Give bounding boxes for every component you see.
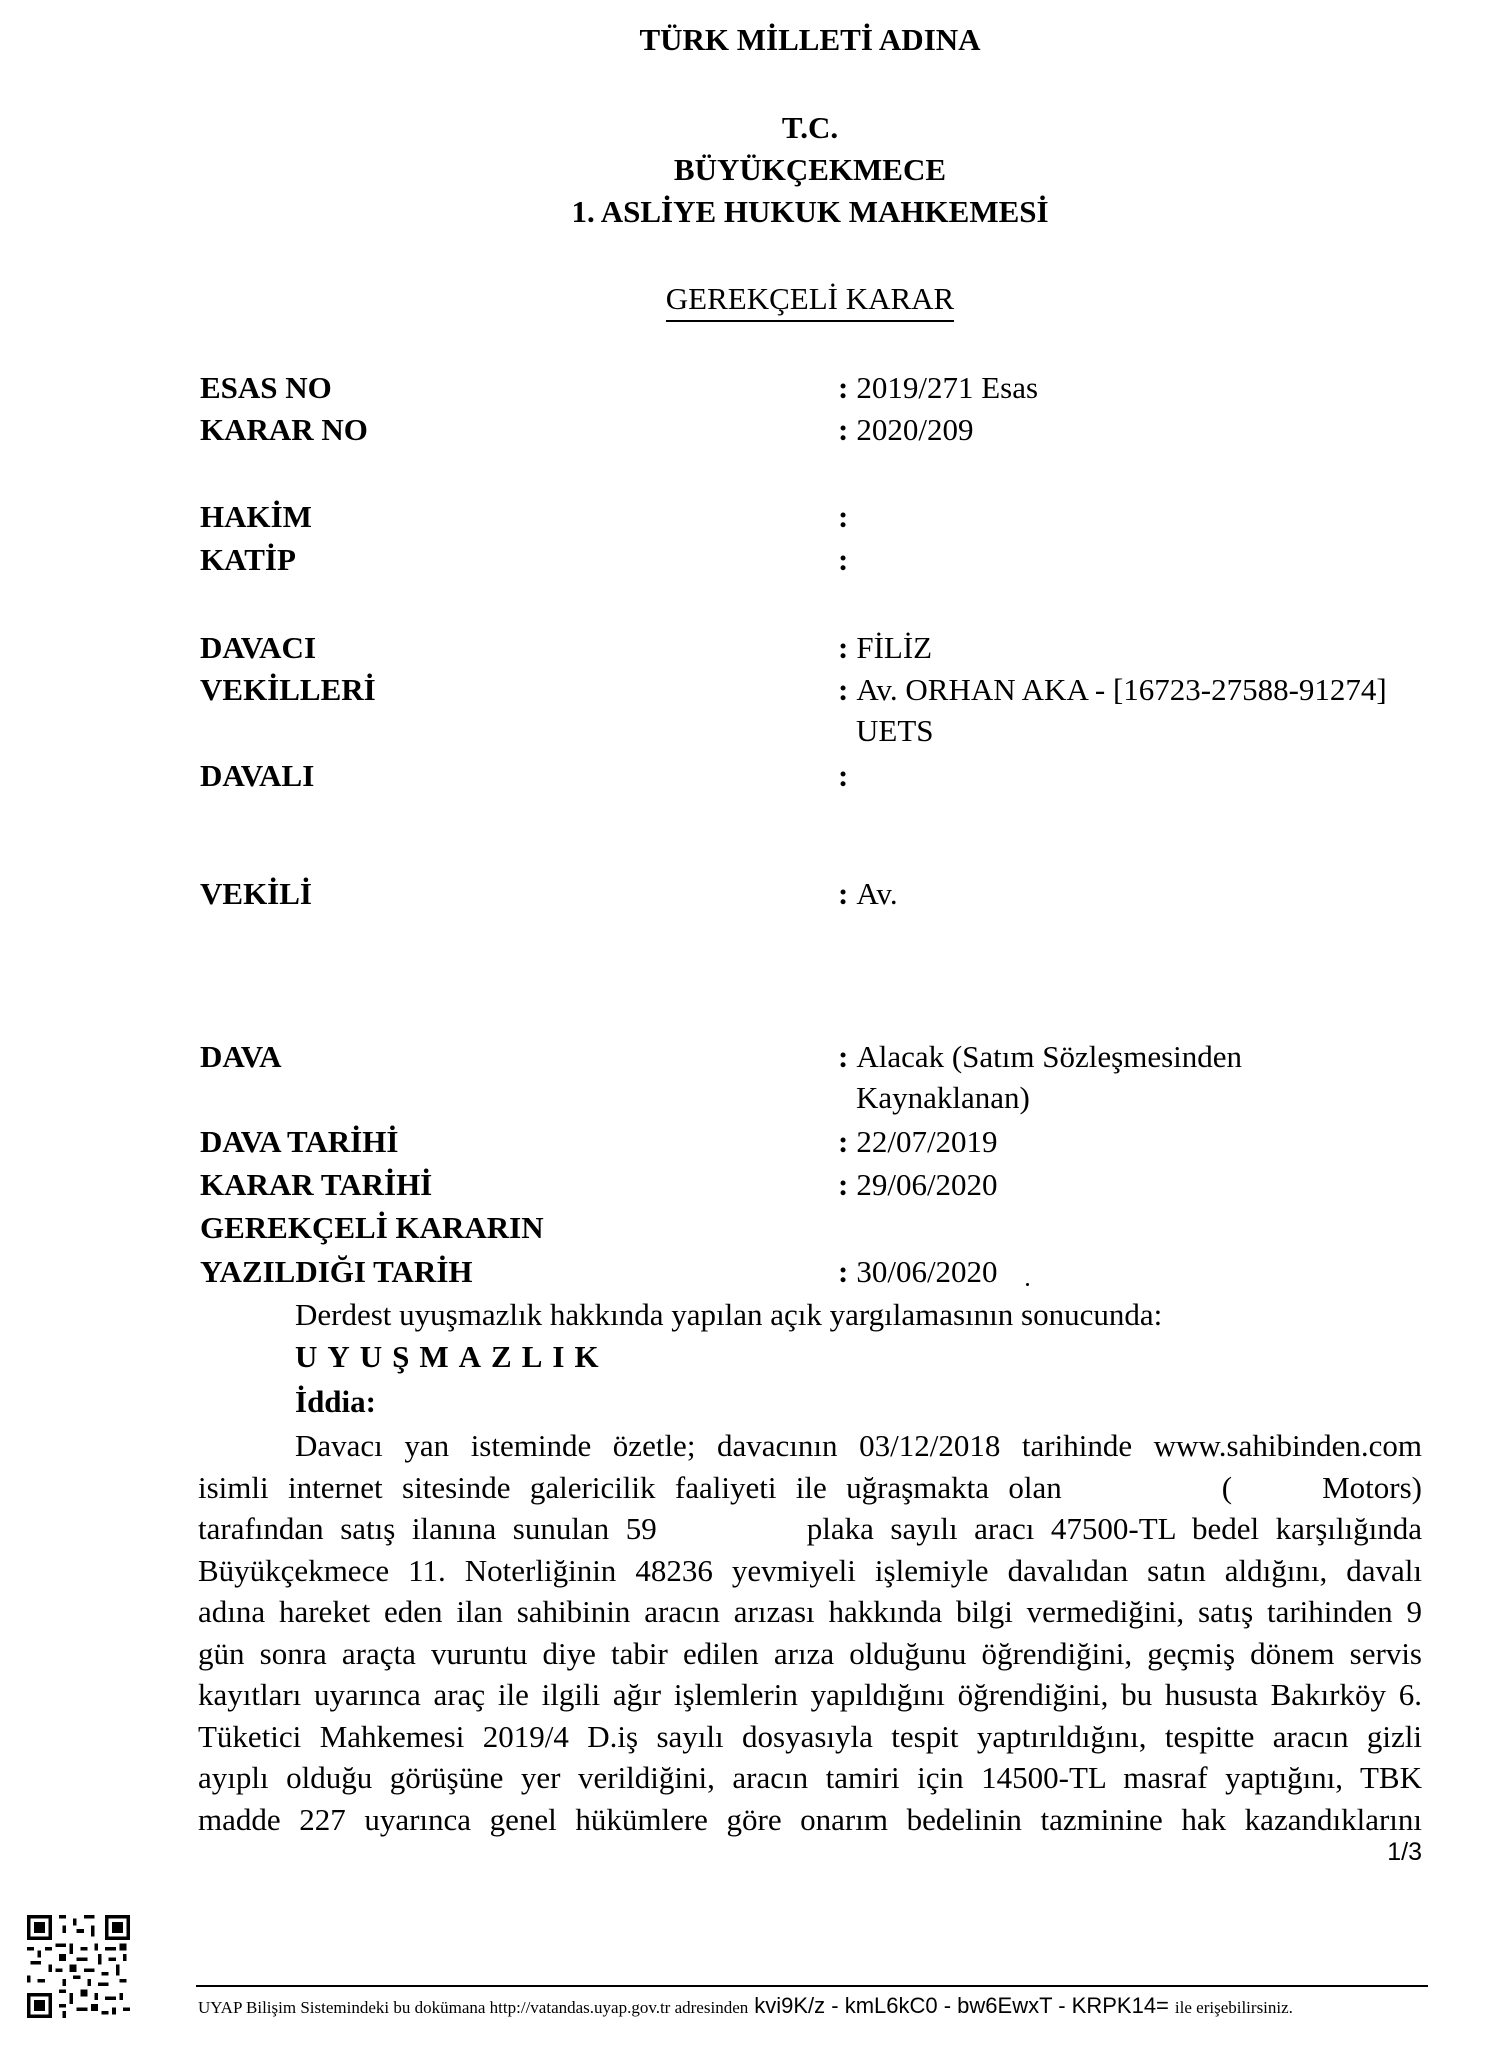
yazildigi-tarih-label: YAZILDIĞI TARİH (200, 1254, 473, 1289)
header-title: TÜRK MİLLETİ ADINA (639, 22, 981, 57)
footer-suffix: ile erişebilirsiniz. (1174, 1998, 1293, 2017)
yazildigi-tarih-value: : 30/06/2020 (838, 1254, 998, 1289)
dava-value-line2: Kaynaklanan) (856, 1080, 1030, 1115)
davali-label: DAVALI (200, 758, 315, 793)
karar-no-value: : 2020/209 (838, 412, 974, 447)
katip-value: : (838, 542, 849, 577)
karar-tarihi-label: KARAR TARİHİ (200, 1167, 433, 1202)
paragraph-line: gün sonra araçta vuruntu diye tabir edilen arıza olduğunu öğrendiğini, geçmiş dönem servis (198, 1635, 1422, 1671)
header-tc: T.C. (781, 110, 839, 145)
karar-tarihi-value: : 29/06/2020 (838, 1167, 998, 1202)
paragraph-line: madde 227 uyarınca genel hükümlere göre onarım bedelinin tazminine hak kazandıklarını (198, 1801, 1422, 1837)
footer-prefix: UYAP Bilişim Sistemindeki bu dokümana http://vatandas.uyap.gov.tr adresinden (198, 1998, 749, 2017)
paragraph-line: isimli internet sitesinde galericilik faaliyeti ile uğraşmakta olan ( Motors) (198, 1469, 1422, 1505)
footer-verification-code: kvi9K/z - kmL6kC0 - bw6EwxT - KRPK14= (754, 1993, 1169, 2018)
intro-text: Derdest uyuşmazlık hakkında yapılan açık yargılamasının sonucunda: (295, 1297, 1163, 1332)
hakim-label: HAKİM (200, 499, 312, 534)
esas-no-value: : 2019/271 Esas (838, 370, 1039, 405)
vekilleri-value: : Av. ORHAN AKA - [16723-27588-91274] (838, 672, 1387, 707)
paragraph-line: tarafından satış ilanına sunulan 59 plaka sayılı aracı 47500-TL bedel karşılığında (198, 1511, 1422, 1546)
decision-type: GEREKÇELİ KARAR (0, 281, 1504, 317)
section-heading: UYUŞMAZLIK (295, 1339, 609, 1374)
vekilleri-value-line2: UETS (856, 713, 934, 748)
dava-tarihi-value: : 22/07/2019 (838, 1124, 998, 1159)
paragraph-line: Büyükçekmece 11. Noterliğinin 48236 yevmiyeli işlemiyle davalıdan satın aldığını, davalı (198, 1552, 1422, 1588)
footer-divider (196, 1985, 1428, 1987)
davaci-label: DAVACI (200, 630, 317, 665)
footer-text (198, 1993, 1430, 2019)
hakim-value: : (838, 499, 849, 534)
court-name-line1: BÜYÜKÇEKMECE (673, 152, 947, 187)
davaci-value: : FİLİZ (838, 630, 933, 665)
dava-label: DAVA (200, 1039, 282, 1074)
vekilleri-label: VEKİLLERİ (200, 672, 376, 707)
page-number: 1/3 (1387, 1838, 1422, 1866)
vekili-label: VEKİLİ (200, 876, 312, 911)
qr-code-icon (27, 1915, 130, 2018)
dava-tarihi-label: DAVA TARİHİ (200, 1124, 399, 1159)
dava-value: : Alacak (Satım Sözleşmesinden (838, 1039, 1243, 1074)
vekili-value: : Av. (838, 876, 898, 911)
claim-paragraph (198, 1425, 1422, 1840)
subsection-heading: İddia: (295, 1384, 376, 1419)
court-name-line2: 1. ASLİYE HUKUK MAHKEMESİ (571, 194, 1049, 229)
stray-dot (1026, 1283, 1029, 1286)
paragraph-line: kayıtları uyarınca araç ile ilgili ağır işlemlerin yapıldığını öğrendiğini, bu hususta Bakırköy 6. (198, 1677, 1422, 1712)
davali-value: : (838, 758, 849, 793)
paragraph-line: ayıplı olduğu görüşüne yer verildiğini, aracın tamiri için 14500-TL masraf yaptığını, TBK (198, 1760, 1422, 1795)
gerekceli-kararin-label: GEREKÇELİ KARARIN (200, 1210, 544, 1245)
karar-no-label: KARAR NO (200, 412, 368, 447)
esas-no-label: ESAS NO (200, 370, 332, 405)
katip-label: KATİP (200, 542, 296, 577)
paragraph-line: Tüketici Mahkemesi 2019/4 D.iş sayılı dosyasıyla tespit yaptırıldığını, tespitte aracın gizli (198, 1718, 1422, 1754)
paragraph-line: adına hareket eden ilan sahibinin aracın arızası hakkında bilgi vermediğini, satış tarihinden 9 (198, 1594, 1422, 1629)
paragraph-line: Davacı yan isteminde özetle; davacının 03/12/2018 tarihinde www.sahibinden.com (295, 1428, 1422, 1463)
